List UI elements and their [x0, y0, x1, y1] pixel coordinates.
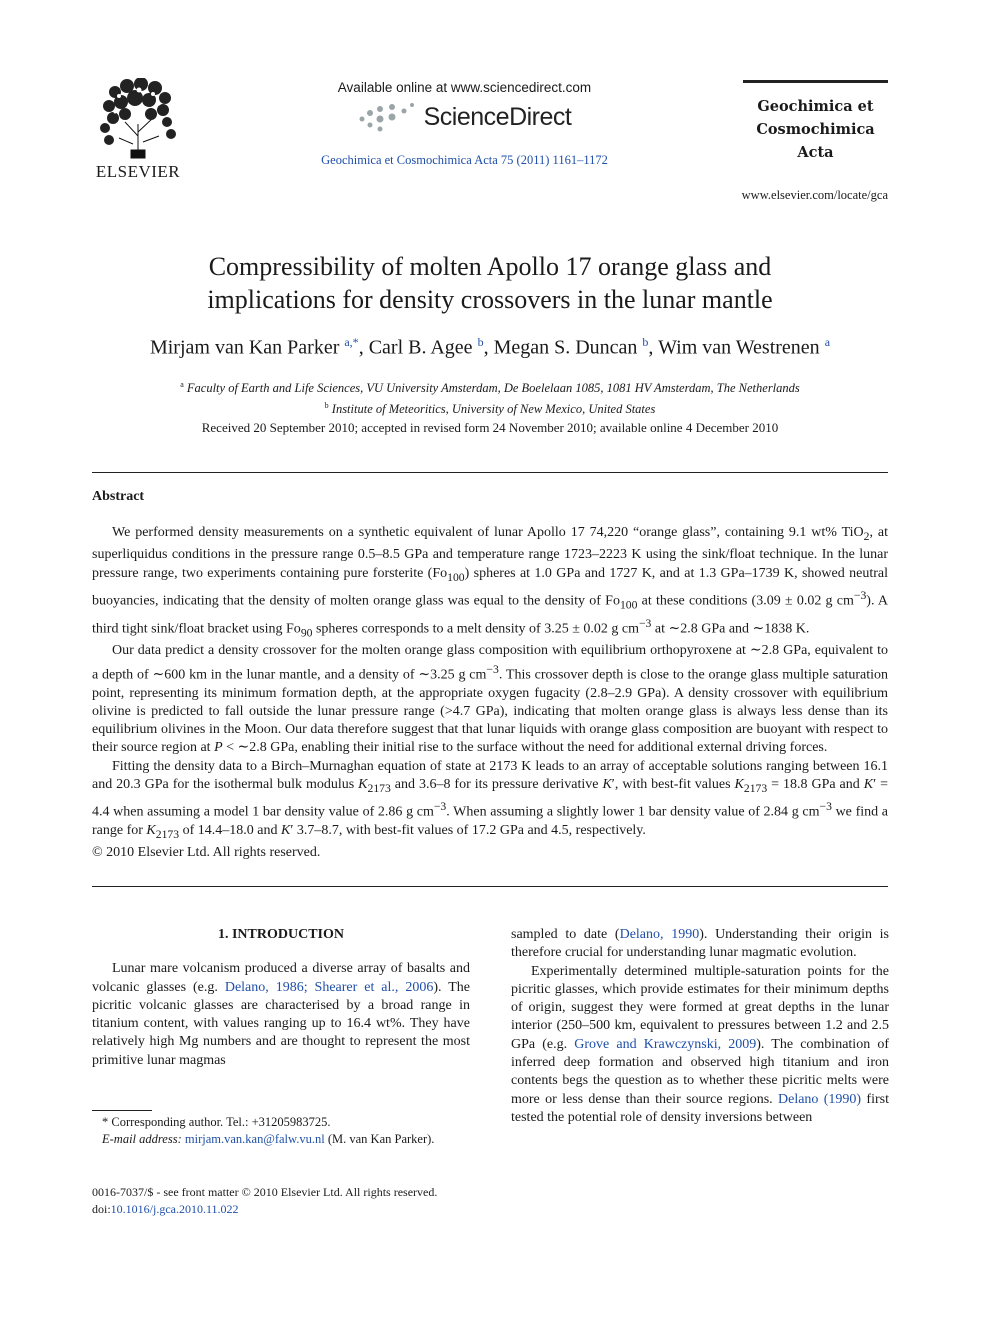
author-list [92, 335, 888, 360]
left-column [92, 926, 470, 1070]
journal-masthead [743, 80, 888, 164]
divider [92, 886, 888, 887]
article-dates: Received 20 September 2010; accepted in revised form 24 November 2010; available online 4 December 2010 [201, 420, 779, 435]
article-title [92, 250, 888, 316]
sciencedirect-dots-icon [358, 101, 418, 133]
abstract-paragraph-2: Our data predict a density crossover for the molten orange glass composition with equilibrium orthopyroxene at ∼2.8 GPa, equivalent to a depth of ∼600 km in the lunar mantle, and a density of ∼3.25 g $cm^{-3}$. This crossover depth is close to the orange glass multiple saturation point, representing its minimum formation depth, at the appropriate oxygen fugacity (2.8–2.9 GPa). A density crossover with equilibrium olivine is predicted to fall outside the lunar pressure range (>4.7 GPa), indicating that molten orange glass is always less dense than its equilibrium olivines in the Moon. Our data therefore suggest that that lunar liquids with orange glass composition are buoyant with respect to their source region at P < ∼2.8 GPa, enabling their initial rise to the surface without the need for additional external driving forces. [92, 643, 888, 756]
footnote-divider [92, 1110, 152, 1111]
citation-link[interactable]: Delano (1990) [778, 1091, 862, 1107]
email-link[interactable]: mirjam.van.kan@falw.vu.nl [184, 1132, 325, 1146]
intro-paragraph-1-cont: sampled to date (Delano, 1990). Understanding their origin is therefore crucial for understanding lunar magmatic evolution. [511, 927, 889, 961]
author-name: Megan S. Duncan [493, 336, 638, 359]
footnote [92, 1114, 470, 1148]
email-line [92, 1131, 470, 1148]
author-name: Mirjam van Kan Parker [149, 336, 340, 359]
doi-line [92, 1201, 512, 1218]
affiliation-b [92, 397, 888, 418]
author-name: Carl B. Agee [368, 336, 473, 359]
email-owner: (M. van Kan Parker). [327, 1132, 435, 1146]
affiliation-text: Institute of Meteoritics, University of New Mexico, United States [331, 402, 656, 417]
sciencedirect-wordmark: ScienceDirect [423, 102, 572, 131]
divider [92, 472, 888, 473]
affiliations [92, 376, 888, 418]
abstract-heading: Abstract [92, 489, 145, 504]
journal-name-line2: Cosmochimica [756, 121, 875, 138]
title-line-2: implications for density crossovers in the lunar mantle [207, 285, 773, 314]
author-affiliation-link[interactable]: a [824, 335, 831, 349]
author-affiliation-link[interactable]: b [477, 335, 484, 349]
journal-name-line1: Geochimica et [757, 98, 874, 115]
article-footer [92, 1184, 512, 1218]
email-label: E-mail address: [102, 1132, 182, 1146]
affiliation-marker: b [324, 401, 329, 411]
doi-label: doi: [92, 1202, 111, 1216]
issn-line: 0016-7037/$ - see front matter © 2010 Elsevier Ltd. All rights reserved. [92, 1185, 438, 1199]
author-separator: , [358, 336, 369, 359]
citation-link[interactable]: Delano, 1986; Shearer et al., 2006 [224, 979, 434, 995]
author-affiliation-link[interactable]: b [642, 335, 649, 349]
page-header [92, 78, 888, 202]
sciencedirect-block [292, 80, 637, 168]
corresponding-author: * Corresponding author. Tel.: +31205983725. [102, 1115, 331, 1129]
abstract-copyright: © 2010 Elsevier Ltd. All rights reserved. [92, 845, 321, 861]
doi-link[interactable]: 10.1016/j.gca.2010.11.022 [110, 1202, 239, 1216]
author-separator: , [483, 336, 494, 359]
publisher-name: ELSEVIER [95, 162, 181, 181]
elsevier-tree-icon [95, 78, 181, 160]
author-affiliation-link[interactable]: a,* [344, 335, 359, 349]
abstract-section [92, 488, 888, 862]
intro-paragraph-2: Experimentally determined multiple-saturation points for the picritic glasses, which provide estimates for their minimum depths of origin, suggest they were formed at great depths in the lunar interior (250–500 km, equivalent to pressures between 1.2 and 2.5 GPa (e.g. Grove and Krawczynski, 2009). The combination of inferred deep formation and observed high titanium and iron contents begs the question as to whether these picritic melts were more or less dense than their source regions. Delano (1990) first tested the potential role of density inversions between [511, 963, 889, 1125]
section-heading: 1. INTRODUCTION [217, 927, 344, 942]
affiliation-marker: a [180, 380, 184, 389]
citation-link[interactable]: Grove and Krawczynski, 2009 [574, 1036, 757, 1052]
abstract-paragraph-1: We performed density measurements on a synthetic equivalent of lunar Apollo 17 74,220 “orange glass”, containing 9.1 wt% TiO$_2$, at superliquidus conditions in the pressure range 0.5–8.5 GPa and temperature range 1723–2223 K using the sink/float technique. In the lunar pressure range, two experiments containing pure forsterite $(Fo_{100})$ spheres at 1.0 GPa and 1727 K, and at 1.3 GPa–1739 K, showed neutral buoyancies, indicating that the density of molten orange glass was equal to the density of $Fo_{100}$ at these conditions (3.09 ± 0.02 g $cm^{-3}$). A third tight sink/float bracket using $Fo_{90}$ spheres corresponds to a melt density of 3.25 ± 0.02 g $cm^{-3}$ at ∼2.8 GPa and ∼1838 K. [92, 525, 889, 639]
journal-url[interactable]: www.elsevier.com/locate/gca [741, 188, 888, 202]
intro-paragraph-1: Lunar mare volcanism produced a diverse array of basalts and volcanic glasses (e.g. Delano, 1986; Shearer et al., 2006). The picritic volcanic glasses are characterised by a broad range in titanium content, with values ranging up to 16.4 wt%. They have relatively high Mg numbers and are thought to represent the most primitive lunar magmas [92, 961, 471, 1068]
affiliation-text: Faculty of Earth and Life Sciences, VU University Amsterdam, De Boelelaan 1085, 1081 HV Amsterdam, The Netherlands [186, 381, 800, 396]
author-name: Wim van Westrenen [658, 336, 820, 359]
right-column [511, 926, 889, 1127]
corresponding-text: Corresponding author. Tel.: +31205983725. [111, 1115, 331, 1129]
author-separator: , [648, 336, 659, 359]
citation-link[interactable]: Delano, 1990 [619, 927, 700, 942]
sciencedirect-logo[interactable] [292, 101, 637, 133]
journal-name-line3: Acta [797, 144, 834, 161]
available-online: Available online at www.sciencedirect.com [337, 80, 592, 95]
abstract-paragraph-3: Fitting the density data to a Birch–Murnaghan equation of state at 2173 K leads to an array of acceptable solutions ranging between 16.1 and 20.3 GPa for the isothermal bulk modulus $K_{2173}$ and 3.6–8 for its pressure derivative K′, with best-fit values $K_{2173} = 18.8$ GPa and K′ = 4.4 when assuming a model 1 bar density value of 2.86 g $cm^{-3}$. When assuming a slightly lower 1 bar density value of 2.84 g $cm^{-3}$ we find a range for $K_{2173}$ of 14.4–18.0 and K′ 3.7–8.7, with best-fit values of 17.2 GPa and 4.5, respectively. [92, 758, 888, 841]
journal-citation[interactable]: Geochimica et Cosmochimica Acta 75 (2011) 1161–1172 [321, 153, 608, 167]
title-line-1: Compressibility of molten Apollo 17 orange glass and [208, 252, 772, 281]
elsevier-logo [92, 78, 184, 182]
affiliation-a [92, 376, 888, 397]
